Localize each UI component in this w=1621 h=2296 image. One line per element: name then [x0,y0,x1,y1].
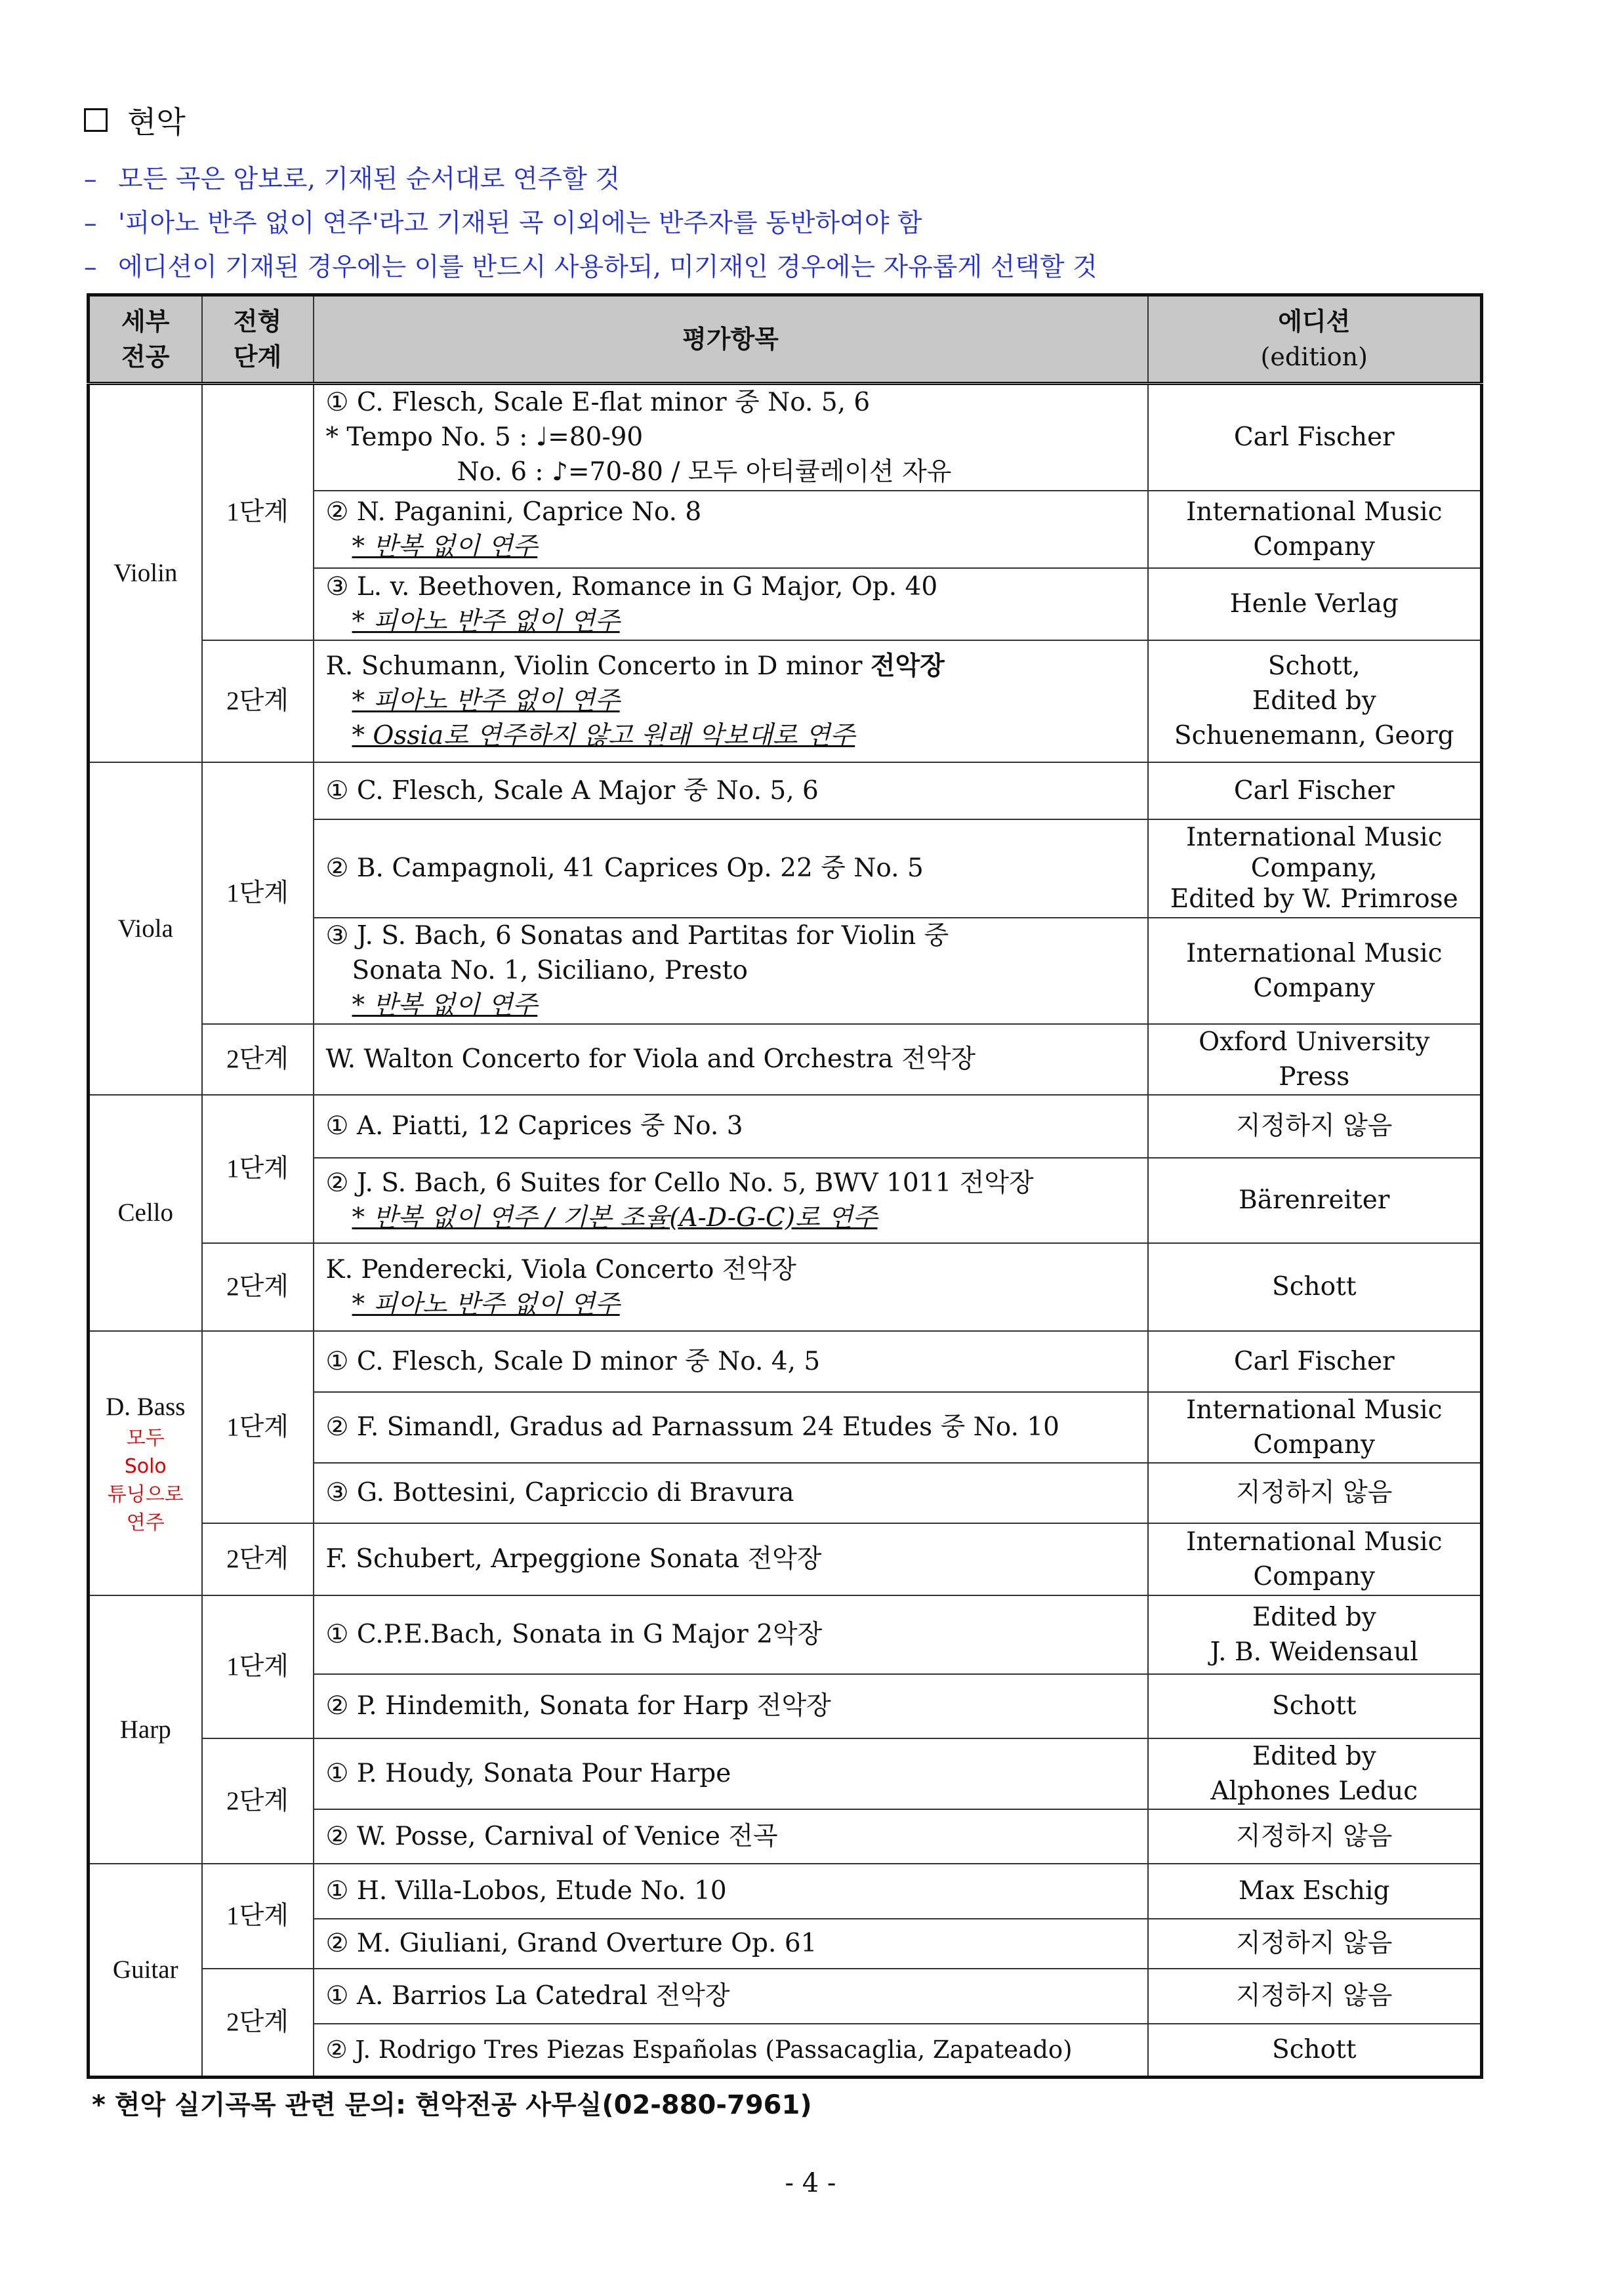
major-guitar: Guitar [89,1864,202,2078]
major-harp: Harp [89,1595,202,1864]
section-title-text: 현악 [127,104,186,140]
edition-cell: 지정하지 않음 [1148,1969,1482,2024]
header-item: 평가항목 [314,295,1148,384]
item-cell: ② N. Paganini, Caprice No. 8 * 반복 없이 연주 [314,491,1148,568]
edition-cell: Edited by Alphones Leduc [1148,1738,1482,1809]
item-cell: ① A. Barrios La Catedral 전악장 [314,1969,1148,2024]
item-cell: ① C.P.E.Bach, Sonata in G Major 2악장 [314,1595,1148,1674]
item-cell: ① A. Piatti, 12 Caprices 중 No. 3 [314,1095,1148,1158]
header-edition: 에디션 (edition) [1148,295,1482,384]
item-cell: ③ G. Bottesini, Capriccio di Bravura [314,1463,1148,1523]
edition-cell: International Music Company [1148,1392,1482,1463]
edition-cell: Carl Fischer [1148,762,1482,819]
table-row [89,1738,1482,1809]
table-row [89,1095,1482,1158]
table-row [89,1864,1482,1919]
note-line: – 에디션이 기재된 경우에는 이를 반드시 사용하되, 미기재인 경우에는 자유롭게 선택할 것 [84,253,1098,282]
table-row [89,1523,1482,1595]
major-viola: Viola [89,762,202,1095]
edition-cell: Henle Verlag [1148,568,1482,640]
edition-cell: Schott [1148,2024,1482,2078]
item-cell: ① H. Villa-Lobos, Etude No. 10 [314,1864,1148,1919]
edition-cell: International Music Company [1148,918,1482,1024]
stage-2: 2단계 [202,1243,314,1331]
table-row [89,1969,1482,2024]
major-dbass: D. Bass 모두 Solo 튜닝으로 연주 [89,1331,202,1595]
table-row [89,384,1482,491]
page-number: - 4 - [785,2168,836,2198]
table-row [89,762,1482,819]
edition-cell: Schott [1148,1674,1482,1738]
item-cell: ② B. Campagnoli, 41 Caprices Op. 22 중 No. 5 [314,819,1148,918]
edition-cell: 지정하지 않음 [1148,1095,1482,1158]
edition-cell: 지정하지 않음 [1148,1463,1482,1523]
item-cell: ② W. Posse, Carnival of Venice 전곡 [314,1809,1148,1864]
edition-cell: 지정하지 않음 [1148,1809,1482,1864]
note-line: – '피아노 반주 없이 연주'라고 기재된 곡 이외에는 반주자를 동반하여야 함 [84,209,922,238]
stage-2: 2단계 [202,640,314,762]
item-cell: W. Walton Concerto for Viola and Orchestra 전악장 [314,1024,1148,1095]
table-row [89,1595,1482,1674]
item-cell: ① C. Flesch, Scale D minor 중 No. 4, 5 [314,1331,1148,1392]
stage-1: 1단계 [202,1864,314,1969]
item-cell: ③ J. S. Bach, 6 Sonatas and Partitas for Violin 중 Sonata No. 1, Siciliano, Presto * 반복 없이 연주 [314,918,1148,1024]
edition-cell: Carl Fischer [1148,1331,1482,1392]
edition-cell: Schott [1148,1243,1482,1331]
edition-cell: Carl Fischer [1148,384,1482,491]
item-cell: ② M. Giuliani, Grand Overture Op. 61 [314,1919,1148,1969]
stage-2: 2단계 [202,1969,314,2078]
edition-cell: International Music Company [1148,491,1482,568]
item-cell: R. Schumann, Violin Concerto in D minor 전악장 * 피아노 반주 없이 연주 * Ossia로 연주하지 않고 원래 악보대로 연주 [314,640,1148,762]
table-row [89,1243,1482,1331]
section-title [84,98,186,142]
table-header-row [89,295,1482,384]
stage-1: 1단계 [202,1331,314,1523]
repertoire-table [87,293,1483,2079]
stage-2: 2단계 [202,1738,314,1864]
header-major: 세부 전공 [89,295,202,384]
table-row [89,1331,1482,1392]
note-line: – 모든 곡은 암보로, 기재된 순서대로 연주할 것 [84,165,620,194]
instruction-notes [84,157,1098,289]
table-row [89,1024,1482,1095]
edition-cell: International Music Company [1148,1523,1482,1595]
major-cello: Cello [89,1095,202,1331]
stage-2: 2단계 [202,1523,314,1595]
item-cell: ② J. S. Bach, 6 Suites for Cello No. 5, BWV 1011 전악장 * 반복 없이 연주 / 기본 조율(A-D-G-C)로 연주 [314,1158,1148,1243]
stage-1: 1단계 [202,1595,314,1738]
item-cell: F. Schubert, Arpeggione Sonata 전악장 [314,1523,1148,1595]
item-cell: ② J. Rodrigo Tres Piezas Españolas (Passacaglia, Zapateado) [314,2024,1148,2078]
edition-cell: Bärenreiter [1148,1158,1482,1243]
edition-cell: Oxford University Press [1148,1024,1482,1095]
item-cell: K. Penderecki, Viola Concerto 전악장 * 피아노 반주 없이 연주 [314,1243,1148,1331]
edition-cell: Edited by J. B. Weidensaul [1148,1595,1482,1674]
edition-cell: Schott, Edited by Schuenemann, Georg [1148,640,1482,762]
stage-1: 1단계 [202,384,314,640]
stage-2: 2단계 [202,1024,314,1095]
major-violin: Violin [89,384,202,762]
item-cell: ① P. Houdy, Sonata Pour Harpe [314,1738,1148,1809]
item-cell: ② P. Hindemith, Sonata for Harp 전악장 [314,1674,1148,1738]
item-cell: ① C. Flesch, Scale A Major 중 No. 5, 6 [314,762,1148,819]
item-cell: ① C. Flesch, Scale E-flat minor 중 No. 5, 6 * Tempo No. 5 : ♩=80-90 No. 6 : ♪=70-80 / 모두 아티큘레이션 자유 [314,384,1148,491]
edition-cell: International Music Company, Edited by W. Primrose [1148,819,1482,918]
stage-1: 1단계 [202,1095,314,1243]
edition-cell: 지정하지 않음 [1148,1919,1482,1969]
table-row [89,640,1482,762]
stage-1: 1단계 [202,762,314,1024]
item-cell: ③ L. v. Beethoven, Romance in G Major, Op. 40 * 피아노 반주 없이 연주 [314,568,1148,640]
checkbox-square-icon [84,108,108,132]
header-stage: 전형 단계 [202,295,314,384]
edition-cell: Max Eschig [1148,1864,1482,1919]
contact-note: * 현악 실기곡목 관련 문의: 현악전공 사무실(02-880-7961) [92,2090,812,2120]
item-cell: ② F. Simandl, Gradus ad Parnassum 24 Etudes 중 No. 10 [314,1392,1148,1463]
